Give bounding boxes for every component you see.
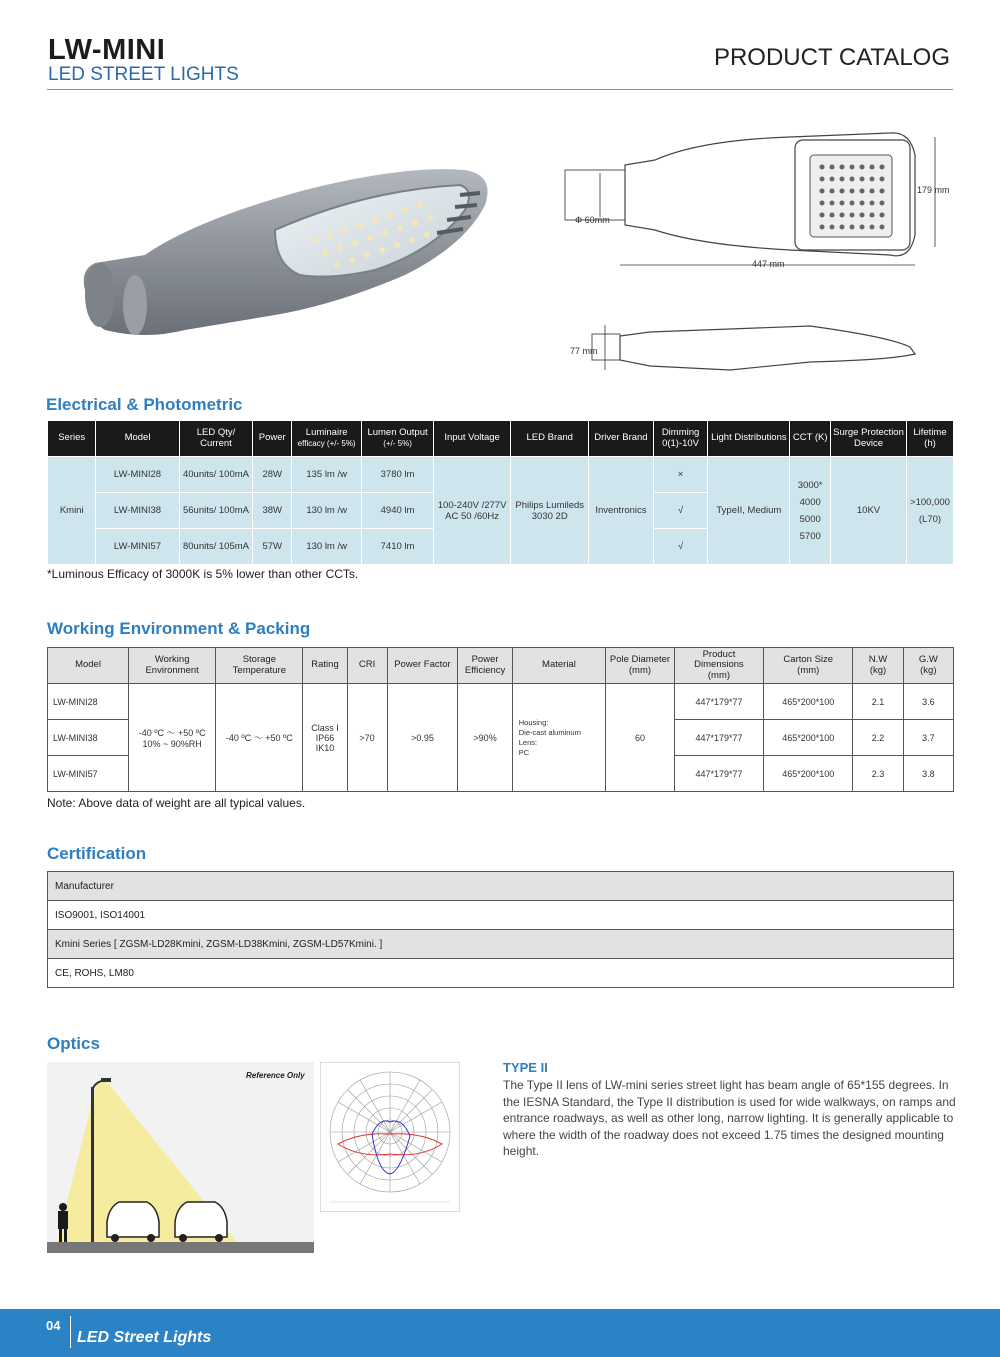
model-cell: LW-MINI38 [96, 493, 179, 529]
efficiency-cell: >90% [458, 684, 512, 792]
carton-cell: 465*200*100 [764, 756, 853, 792]
efficacy-cell: 130 lm /w [292, 493, 362, 529]
polar-diagram-image [320, 1062, 460, 1212]
gw-cell: 3.7 [903, 720, 953, 756]
page-title: LW-MINI [48, 34, 166, 66]
col-gw: G.W (kg) [903, 648, 953, 684]
power-cell: 28W [253, 457, 292, 493]
col-led-brand: LED Brand [511, 421, 589, 457]
electrical-heading: Electrical & Photometric [46, 395, 243, 414]
page-subtitle: LED STREET LIGHTS [48, 64, 239, 85]
electrical-table [47, 420, 954, 565]
material-cell: Housing: Die-cast aluminum Lens: PC [512, 684, 605, 792]
cert-row: ISO9001, ISO14001 [48, 901, 954, 930]
col-storage: Storage Temperature [216, 648, 303, 684]
footer-title: LED Street Lights [77, 1329, 212, 1346]
weight-note: Note: Above data of weight are all typical values. [47, 796, 306, 810]
col-voltage: Input Voltage [433, 421, 511, 457]
efficacy-cell: 135 lm /w [292, 457, 362, 493]
footer-divider [70, 1316, 71, 1348]
nw-cell: 2.3 [853, 756, 903, 792]
cri-cell: >70 [347, 684, 387, 792]
led-cell: 40units/ 100mA [179, 457, 253, 493]
col-carton: Carton Size (mm) [764, 648, 853, 684]
col-working-env: Working Environment [129, 648, 216, 684]
col-lumen: Lumen Output (+/- 5%) [362, 421, 434, 457]
led-brand-cell: Philips Lumileds 3030 2D [511, 457, 589, 565]
type-ii-description: The Type II lens of LW-mini series street light has beam angle of 65*155 degrees. In the IESNA Standard, the Type II distribution is used for wide walkways, on ramps and entrance roadways, as well as other long, narrow lighting. It is generally applicable to where the width of the roadway does not exceed 1.75 times the designed mounting height. [503, 1078, 956, 1158]
working-heading: Working Environment & Packing [47, 619, 311, 638]
working-table [47, 647, 954, 792]
certification-heading: Certification [47, 844, 147, 863]
dims-cell: 447*179*77 [674, 684, 763, 720]
col-led: LED Qty/ Current [179, 421, 253, 457]
col-dimensions: Product Dimensions (mm) [674, 648, 763, 684]
col-nw: N.W (kg) [853, 648, 903, 684]
cert-row: Manufacturer [48, 872, 954, 901]
side-view-drawing [590, 322, 920, 377]
col-efficiency: Power Efficiency [458, 648, 512, 684]
model-cell: LW-MINI28 [48, 684, 129, 720]
col-cri: CRI [347, 648, 387, 684]
catalog-label: PRODUCT CATALOG [713, 44, 950, 71]
height-label: 179 mm [917, 185, 950, 195]
distribution-cell: TypeII, Medium [708, 457, 790, 565]
lumen-cell: 4940 lm [362, 493, 434, 529]
gw-cell: 3.6 [903, 684, 953, 720]
nw-cell: 2.2 [853, 720, 903, 756]
carton-cell: 465*200*100 [764, 684, 853, 720]
pf-cell: >0.95 [387, 684, 458, 792]
model-cell: LW-MINI38 [48, 720, 129, 756]
road-illustration-image [47, 1062, 314, 1253]
col-power-factor: Power Factor [387, 648, 458, 684]
pole-cell: 60 [606, 684, 675, 792]
header-divider [47, 89, 953, 90]
col-material: Material [512, 648, 605, 684]
col-model: Model [48, 648, 129, 684]
power-cell: 57W [253, 529, 292, 565]
storage-cell: -40 ºC ～ +50 ºC [216, 684, 303, 792]
dimming-cell: × [653, 457, 708, 493]
col-rating: Rating [303, 648, 347, 684]
dimming-cell: √ [653, 493, 708, 529]
type-ii-title: TYPE II [503, 1060, 548, 1075]
power-cell: 38W [253, 493, 292, 529]
nw-cell: 2.1 [853, 684, 903, 720]
dims-cell: 447*179*77 [674, 720, 763, 756]
led-cell: 56units/ 100mA [179, 493, 253, 529]
product-photo-image [75, 165, 505, 345]
col-lifetime: Lifetime (h) [906, 421, 953, 457]
model-cell: LW-MINI57 [48, 756, 129, 792]
model-cell: LW-MINI28 [96, 457, 179, 493]
col-dimming: Dimming 0(1)-10V [653, 421, 708, 457]
col-pole: Pole Diameter (mm) [606, 648, 675, 684]
working-env-cell: -40 ºC ～ +50 ºC 10% ~ 90%RH [129, 684, 216, 792]
lumen-cell: 3780 lm [362, 457, 434, 493]
voltage-cell: 100-240V /277V AC 50 /60Hz [433, 457, 511, 565]
page-number: 04 [46, 1318, 61, 1333]
rating-cell: Class I IP66 IK10 [303, 684, 347, 792]
lumen-cell: 7410 lm [362, 529, 434, 565]
gw-cell: 3.8 [903, 756, 953, 792]
series-cell: Kmini [48, 457, 96, 565]
led-cell: 80units/ 105mA [179, 529, 253, 565]
surge-cell: 10KV [831, 457, 907, 565]
dims-cell: 447*179*77 [674, 756, 763, 792]
col-surge: Surge Protection Device [831, 421, 907, 457]
lifetime-cell: >100,000 (L70) [906, 457, 953, 565]
col-driver: Driver Brand [589, 421, 654, 457]
cct-cell: 3000* 4000 5000 5700 [790, 457, 831, 565]
col-model: Model [96, 421, 179, 457]
depth-label: 77 mm [570, 346, 598, 356]
optics-heading: Optics [47, 1034, 100, 1053]
cert-row: Kmini Series [ ZGSM-LD28Kmini, ZGSM-LD38Kmini, ZGSM-LD57Kmini. ] [48, 930, 954, 959]
efficacy-note: *Luminous Efficacy of 3000K is 5% lower than other CCTs. [47, 567, 359, 581]
col-cct: CCT (K) [790, 421, 831, 457]
efficacy-cell: 130 lm /w [292, 529, 362, 565]
certification-table [47, 871, 954, 988]
reference-label: Reference Only [246, 1071, 305, 1080]
pole-diameter-label: Φ 60mm [575, 215, 610, 225]
carton-cell: 465*200*100 [764, 720, 853, 756]
cert-row: CE, ROHS, LM80 [48, 959, 954, 988]
dimming-cell: √ [653, 529, 708, 565]
driver-cell: Inventronics [589, 457, 654, 565]
length-label: 447 mm [752, 259, 785, 269]
col-distribution: Light Distributions [708, 421, 790, 457]
top-view-drawing [560, 125, 960, 275]
col-power: Power [253, 421, 292, 457]
col-series: Series [48, 421, 96, 457]
col-efficacy: Luminaire efficacy (+/- 5%) [292, 421, 362, 457]
model-cell: LW-MINI57 [96, 529, 179, 565]
